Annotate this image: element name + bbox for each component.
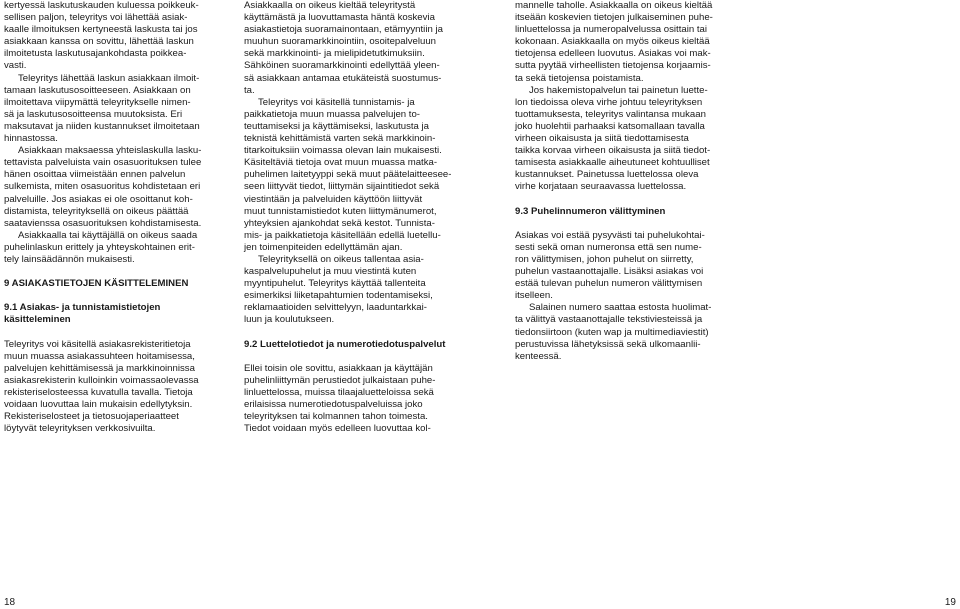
section-heading: 9 ASIAKASTIETOJEN KÄSITTELEMINEN xyxy=(4,278,189,290)
body-text-line: Teleyritys voi käsitellä tunnistamis- ja xyxy=(258,96,415,108)
body-text-line: Sähköinen suoramarkkinointi edellyttää yleen- xyxy=(244,60,440,72)
body-text-line: teknistä kehittämistä varten sekä markkinoin- xyxy=(244,133,436,145)
body-text-line: virhe korjataan seuraavassa luettelossa. xyxy=(515,181,687,193)
body-text-line: Ellei toisin ole sovittu, asiakkaan ja käyttäjän xyxy=(244,362,433,374)
body-text-line: ta sekä tietojensa poistamista. xyxy=(515,72,644,84)
section-heading: käsitteleminen xyxy=(4,314,71,326)
body-text-line: yhteyksien ajankohdat sekä kestot. Tunnista- xyxy=(244,217,435,229)
body-text-line: titarkoituksiin voimassa olevan lain mukaisesti. xyxy=(244,145,442,157)
body-text-line: puhelimen laitetyyppi sekä muut päätelaitteesee- xyxy=(244,169,452,181)
body-text-line: joko huolehtii parhaaksi katsomallaan tavalla xyxy=(515,120,705,132)
body-text-line: tietojensa edelleen luovutus. Asiakas voi mak- xyxy=(515,48,711,60)
body-text-line: Teleyritys lähettää laskun asiakkaan ilmoit- xyxy=(18,72,200,84)
body-text-line: luun ja koulutukseen. xyxy=(244,314,335,326)
body-text-line: sekä markkinointi- ja mielipidetutkimuksiin. xyxy=(244,48,425,60)
body-text-line: rekisteriselosteessa kuvatulla tavalla. Tietoja xyxy=(4,387,193,398)
body-text-line: palvelujen kehittämisessä ja markkinoinnissa xyxy=(4,362,195,374)
body-text-line: käyttämästä ja luovuttamasta häntä koskevia xyxy=(244,12,435,24)
body-text-line: Tiedot voidaan myös edelleen luovuttaa kol- xyxy=(244,423,431,435)
spacer xyxy=(515,218,741,230)
body-text-line: tiedonsiirtoon (kuten wap ja multimediaviestit) xyxy=(515,326,709,338)
body-text-line: paikkatietoja muun muassa palvelujen to- xyxy=(244,108,420,120)
spacer xyxy=(4,266,230,278)
body-text-line: tamaan laskutusosoitteeseen. Asiakkaan on xyxy=(4,84,191,96)
body-text-line: jen toimenpiteiden edellyttämän ajan. xyxy=(244,241,403,253)
body-text-line: mannelle taholle. Asiakkaalla on oikeus kieltää xyxy=(515,0,713,11)
body-text-line: puhelun vastaanottajalle. Lisäksi asiakas voi xyxy=(515,266,704,278)
body-text-line: Asiakkaan maksaessa yhteislaskulla lasku- xyxy=(18,145,202,157)
body-text-line: myyntipuhelut. Teleyritys käyttää tallenteita xyxy=(244,278,426,290)
spacer xyxy=(244,327,470,339)
body-text-line: itseään koskevien tietojen julkaiseminen puhe- xyxy=(515,12,713,24)
body-text-line: perustuvissa lähetyksissä sekä ulkomaanlii- xyxy=(515,338,701,350)
section-heading: 9.3 Puhelinnumeron välittyminen xyxy=(515,205,666,217)
page-number-left: 18 xyxy=(4,597,16,608)
body-text-line: itselleen. xyxy=(515,290,553,302)
body-text-line: Asiakkaalla tai käyttäjällä on oikeus saada xyxy=(18,229,198,241)
body-text-line: teuttamiseksi ja käyttämiseksi, laskutusta ja xyxy=(244,120,430,132)
body-text-line: löytyvät teleyrityksen verkkosivuilta. xyxy=(4,423,156,435)
spacer xyxy=(515,194,741,206)
body-text-line: muun muassa asiakassuhteen hoitamisessa, xyxy=(4,350,195,362)
body-text-line: Rekisteriselosteet ja tietosuojaperiaatteet xyxy=(4,411,179,423)
spacer xyxy=(244,351,470,363)
body-text-line: puhelinliittymän perustiedot julkaistaan puhe- xyxy=(244,374,436,386)
body-text-line: Asiakas voi estää pysyvästi tai puhelukohtai- xyxy=(515,229,705,241)
body-text-line: voidaan luovuttaa lain mukaisin edellytyksin. xyxy=(4,399,193,411)
body-text-line: tamisesta asiakkaalle aiheutuneet kohtuulliset xyxy=(515,157,710,169)
body-text-line: tuottamuksesta, teleyritys valintansa mukaan xyxy=(515,108,706,120)
text-column-3 xyxy=(515,0,741,363)
body-text-line: tely lainsäädännön mukaisesti. xyxy=(4,253,135,265)
spacer xyxy=(4,290,230,302)
body-text-line: viestintään ja palveluiden käyttöön liittyvät xyxy=(244,193,423,205)
text-column-2 xyxy=(244,0,470,435)
body-text-line: Jos hakemistopalvelun tai painetun luette- xyxy=(529,84,708,96)
body-text-line: linluettelossa ja numeropalvelussa osittain tai xyxy=(515,24,707,36)
body-text-line: puhelinlaskun erittely ja yhteyskohtainen erit- xyxy=(4,241,195,253)
body-text-line: sutta pyytää virheellisten tietojensa korjaamis- xyxy=(515,60,711,72)
body-text-line: vasti. xyxy=(4,60,27,72)
body-text-line: esimerkiksi liiketapahtumien todentamiseksi, xyxy=(244,290,433,302)
body-text-line: taikka korvaa virheen oikaisusta ja siitä tiedot- xyxy=(515,145,711,157)
body-text-line: ilmoitetusta laskutusajankohdasta poikkea- xyxy=(4,48,187,60)
body-text-line: seen liittyvät tiedot, liittymän sijaintitiedot sekä xyxy=(244,181,440,193)
body-text-line: tettavista palveluista vain osasuorituksen tulee xyxy=(4,157,202,169)
body-text-line: reklamaatioiden selvittelyyn, laaduntarkkai- xyxy=(244,302,427,314)
body-text-line: hänen osoittaa viimeistään ennen palvelun xyxy=(4,169,186,181)
body-text-line: sesti sekä oman numeronsa että sen nume- xyxy=(515,241,702,253)
body-text-line: teleyrityksen tai kolmannen tahon toimesta. xyxy=(244,411,428,423)
body-text-line: Käsiteltäviä tietoja ovat muun muassa matka- xyxy=(244,157,438,169)
body-text-line: Teleyritys voi käsitellä asiakasrekisteritietoja xyxy=(4,338,191,350)
body-text-line: kenteessä. xyxy=(515,350,562,362)
text-column-1 xyxy=(4,0,230,435)
body-text-line: muut tunnistamistiedot kuten liittymänumerot, xyxy=(244,205,437,217)
body-text-line: asiakkaan kanssa on sovittu, lähettää laskun xyxy=(4,36,194,48)
body-text-line: estää tulevan puhelun numeron välittymisen xyxy=(515,278,703,290)
body-text-line: Asiakkaalla on oikeus kieltää teleyritystä xyxy=(244,0,416,11)
body-text-line: virheen oikaisusta ja siitä tiedottamisesta xyxy=(515,133,689,145)
body-text-line: kaspalvelupuhelut ja muu viestintä kuten xyxy=(244,266,417,278)
body-text-line: palveluille. Jos asiakas ei ole osoittanut koh- xyxy=(4,193,193,205)
body-text-line: asiakastietoja suoramainontaan, etämyyntiin ja xyxy=(244,24,443,36)
body-text-line: saatavienssa osasuorituksen kohdistamisesta. xyxy=(4,217,202,229)
body-text-line: hinnastossa. xyxy=(4,133,58,145)
body-text-line: erilaisissa numerotiedotuspalveluissa joko xyxy=(244,399,423,411)
body-text-line: asiakasrekisterin kulloinkin voimassaolevassa xyxy=(4,374,199,386)
body-text-line: ron välittymisen, johon puhelut on siirretty, xyxy=(515,253,694,265)
body-text-line: Teleyrityksellä on oikeus tallentaa asia- xyxy=(258,253,424,265)
section-heading: 9.1 Asiakas- ja tunnistamistietojen xyxy=(4,302,161,314)
body-text-line: ta välittyä vastaanottajalle tekstiviesteissä ja xyxy=(515,314,703,326)
body-text-line: distamista, teleyrityksellä on oikeus päättää xyxy=(4,205,189,217)
body-text-line: maksutavat ja niiden kustannukset ilmoitetaan xyxy=(4,120,200,132)
body-text-line: muuhun suoramarkkinointiin, osoitepalveluun xyxy=(244,36,436,48)
body-text-line: ta. xyxy=(244,84,255,96)
body-text-line: mis- ja paikkatietoja käsitellään edellä luetellu- xyxy=(244,229,441,241)
body-text-line: sulkemista, miten osasuoritus kohdistetaan eri xyxy=(4,181,201,193)
body-text-line: linluettelossa, muissa tilaajaluetteloissa sekä xyxy=(244,387,434,398)
body-text-line: lon tiedoissa oleva virhe johtuu teleyrityksen xyxy=(515,96,703,108)
section-heading: 9.2 Luettelotiedot ja numerotiedotuspalvelut xyxy=(244,338,446,350)
body-text-line: kokonaan. Asiakkaalla on myös oikeus kieltää xyxy=(515,36,710,48)
body-text-line: kaalle ilmoituksen kertyneestä laskusta tai jos xyxy=(4,24,198,36)
body-text-line: kustannukset. Painetussa luettelossa oleva xyxy=(515,169,699,181)
spacer xyxy=(4,327,230,339)
body-text-line: ilmoitettava viipymättä teleyritykselle nimen- xyxy=(4,96,191,108)
body-text-line: sä asiakkaan antamaa etukäteistä suostumus- xyxy=(244,72,442,84)
body-text-line: sellisen paljon, teleyritys voi lähettää asiak- xyxy=(4,12,188,24)
body-text-line: Salainen numero saattaa estosta huolimat- xyxy=(529,302,712,314)
body-text-line: sä ja laskutusosoitteensa muutoksista. Eri xyxy=(4,108,183,120)
page-number-right: 19 xyxy=(944,597,956,608)
body-text-line: kertyessä laskutuskauden kuluessa poikkeuk- xyxy=(4,0,199,11)
